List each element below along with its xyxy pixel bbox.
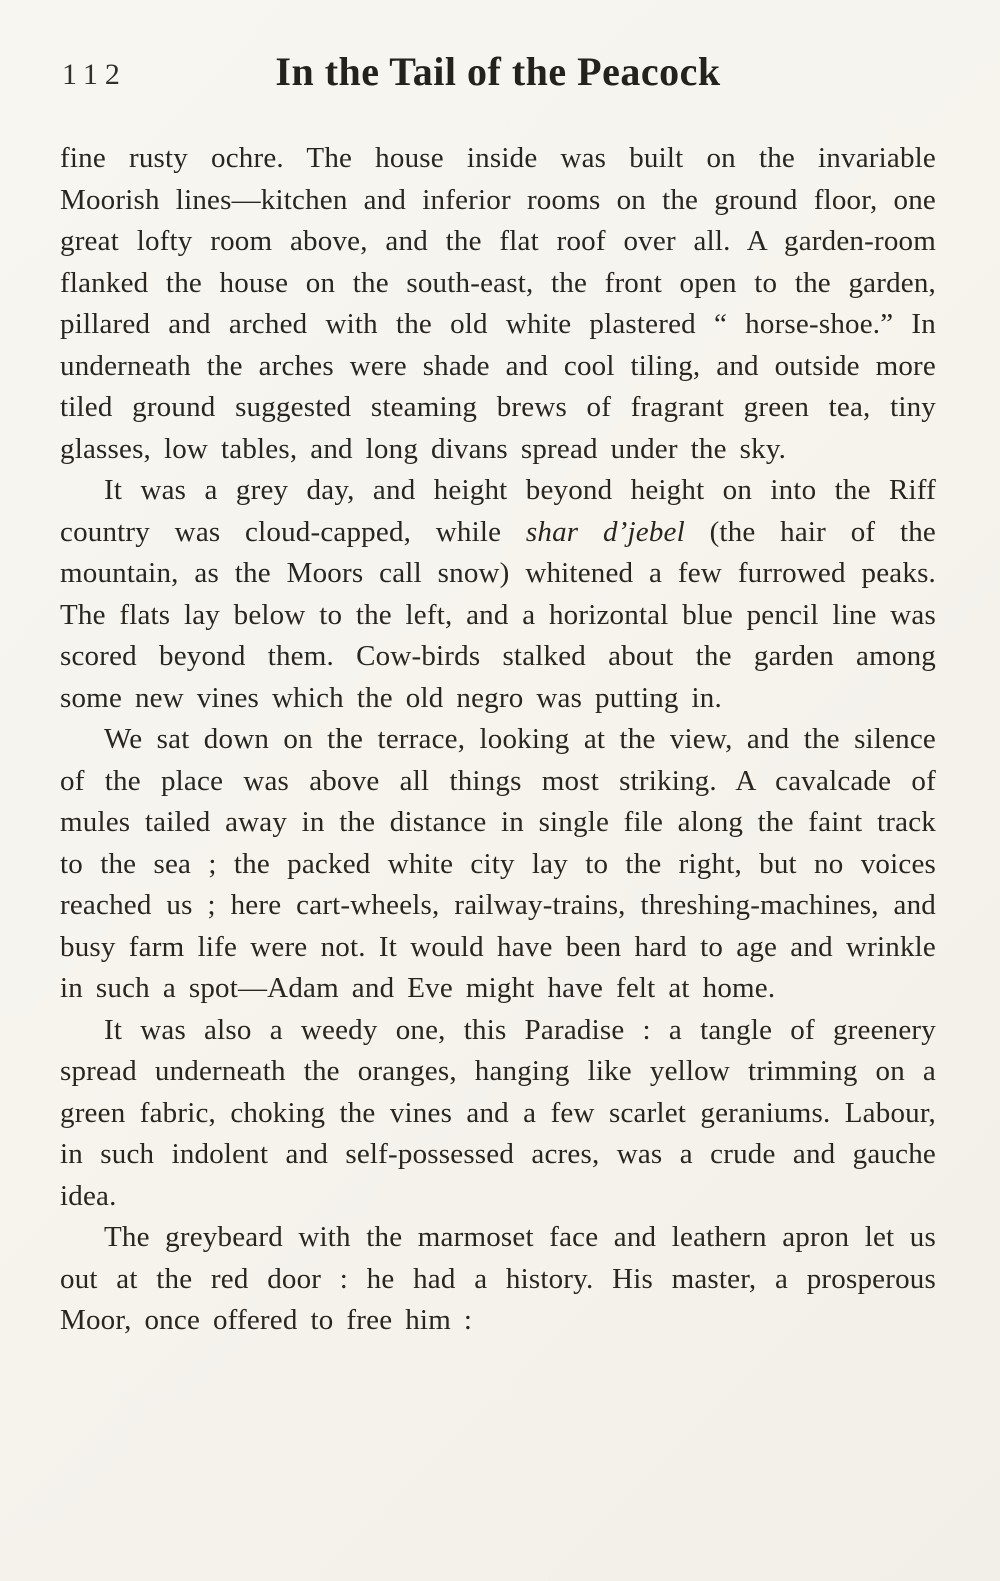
text-run: The greybeard with the marmoset face and leathern apron let us out at the red door : he had a history. His master, a prosperous Moor, once offered to free him : <box>60 1221 936 1336</box>
text-run: We sat down on the terrace, looking at the view, and the silence of the place was above all things most striking. A cavalcade of mules tailed away in the distance in single file along the faint track to the sea ; the packed white city lay to the right, but no voices reached us ; here cart-wheels, railway-trains, threshing-machines, and busy farm life were not. It would have been hard to age and wrinkle in such a spot—Adam and Eve might have felt at home. <box>60 723 936 1004</box>
running-title: In the Tail of the Peacock <box>275 49 721 94</box>
paragraph <box>60 1217 936 1342</box>
page-body <box>60 138 936 1342</box>
paragraph <box>60 1010 936 1218</box>
paragraph <box>60 719 936 1010</box>
text-run: (the hair of the mountain, as the Moors call snow) whitened a few furrowed peaks. The flats lay below to the left, and a horizontal blue pencil line was scored beyond them. Cow-birds stalked about the garden among some new vines which the old negro was putting in. <box>60 515 936 714</box>
page-header <box>60 48 936 100</box>
paragraph <box>60 138 936 470</box>
paragraph <box>60 470 936 719</box>
italic-phrase: shar d’jebel <box>525 515 685 548</box>
text-run: It was a grey day, and height beyond height on into the Riff country was cloud-capped, while <box>60 474 936 548</box>
page-number: 112 <box>62 58 127 91</box>
text-run: It was also a weedy one, this Paradise : a tangle of greenery spread underneath the oranges, hanging like yellow trimming on a green fabric, choking the vines and a few scarlet geraniums. Labour, in such indolent and self-possessed acres, was a crude and gauche idea. <box>60 1013 936 1212</box>
text-run: fine rusty ochre. The house inside was built on the invariable Moorish lines—kitchen and inferior rooms on the ground floor, one great lofty room above, and the flat roof over all. A garden-room flanked the house on the south-east, the front open to the garden, pillared and arched with the old white plastered “ horse-shoe.” In underneath the arches were shade and cool tiling, and outside more tiled ground suggested steaming brews of fragrant green tea, tiny glasses, low tables, and long divans spread under the sky. <box>60 142 936 465</box>
